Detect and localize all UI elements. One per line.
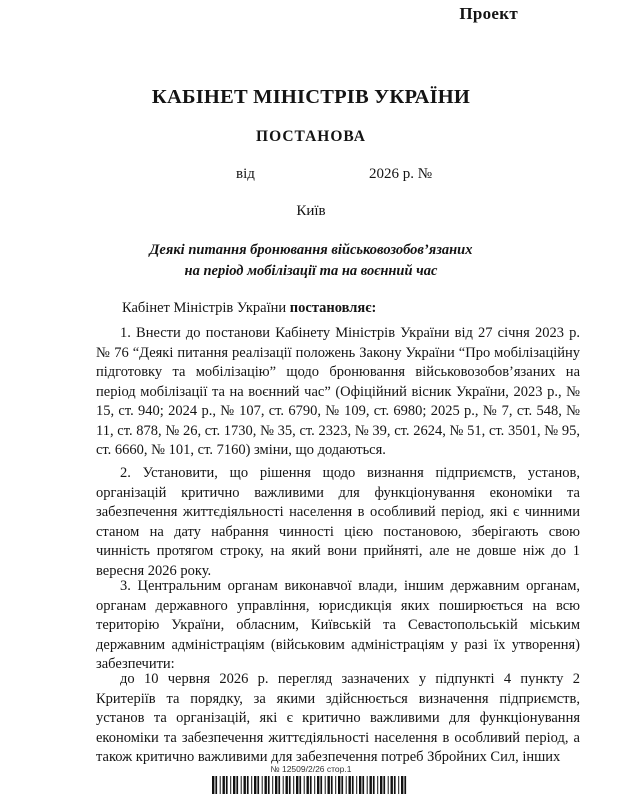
date-from-label: від — [236, 166, 255, 182]
paragraph-4 — [96, 670, 580, 768]
subject-line-1: Деякі питання бронювання військовозобов’язаних — [149, 242, 473, 258]
city-name: Київ — [296, 203, 326, 219]
intro-keyword: постановляє: — [289, 300, 377, 316]
draft-label: Проект — [459, 4, 518, 23]
document-title: КАБІНЕТ МІНІСТРІВ УКРАЇНИ — [151, 86, 471, 108]
paragraph-1-text: 1. Внести до постанови Кабінету Міністрів України від 27 січня 2023 р. № 76 “Деякі питання реалізації положень Закону України “Про мобілізаційну підготовку та мобілізацію” щодо бронювання військовозобов’язаних на період мобілізації та на воєнний час” (Офіційний вісник України, 2023 р., № 15, ст. 940; 2024 р., № 107, ст. 6790, № 109, ст. 6980; 2025 р., № 7, ст. 548, № 11, ст. 878, № 26, ст. 1730, № 35, ст. 2323, № 39, ст. 2624, № 51, ст. 3501, № 95, ст. 6660, № 101, ст. 7160) зміни, що додаються. — [96, 325, 580, 458]
paragraph-1 — [96, 324, 580, 461]
registration-number: № 12509/2/26 стор.1 — [270, 764, 352, 774]
intro-lead: Кабінет Міністрів України — [122, 300, 290, 316]
paragraph-3 — [96, 577, 580, 675]
paragraph-4-text: до 10 червня 2026 р. перегляд зазначених у підпункті 4 пункту 2 Критеріїв та порядку, за якими здійснюється визначення підприємств, установ та організацій, які є критично важливими для функціонування економіки та забезпечення життєдіяльності населення в особливий період, а також критично важливими для забезпечення потреб Збройних Сил, інших — [96, 671, 580, 765]
paragraph-2 — [96, 464, 580, 581]
resolution-heading: ПОСТАНОВА — [256, 128, 366, 145]
document-subject — [0, 240, 622, 282]
intro-paragraph — [122, 299, 582, 319]
date-year-number: 2026 р. № — [369, 166, 433, 182]
subject-line-2: на період мобілізації та на воєнний час — [184, 263, 438, 279]
paragraph-2-text: 2. Установити, що рішення щодо визнання підприємств, установ, організацій критично важливими для функціонування економіки та забезпечення життєдіяльності населення в особливий період, які є чинними станом на дату набрання чинності цією постановою, зберігають свою чинність протягом строку, на який вони прийняті, але не довше ніж до 1 вересня 2026 року. — [96, 465, 580, 579]
paragraph-3-text: 3. Центральним органам виконавчої влади, іншим державним органам, органам державного управління, юрисдикція яких поширюється на всю територію України, обласним, Київській та Севастопольській міським державним адміністраціям (військовим адміністраціям у разі їх утворення) забезпечити: — [96, 578, 580, 672]
barcode-image — [212, 776, 408, 794]
